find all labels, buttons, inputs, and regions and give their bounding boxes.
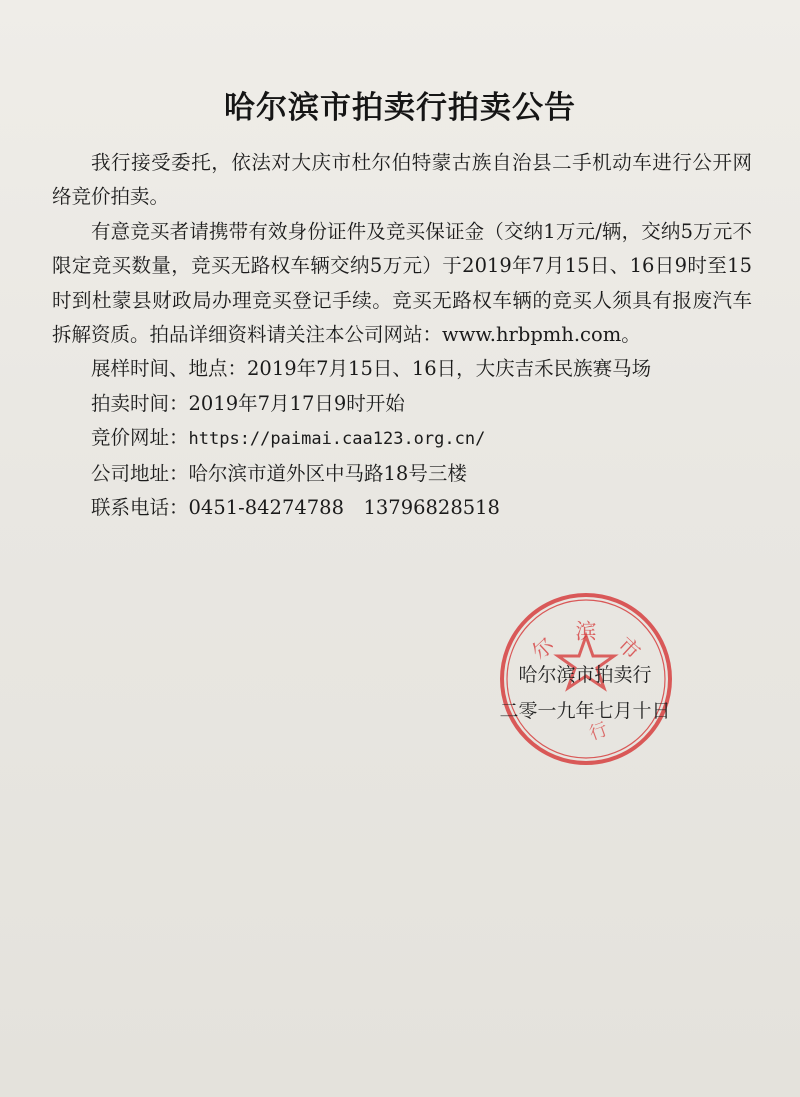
bidding-site-label: 竞价网址： bbox=[91, 426, 189, 450]
paragraph-bidding-requirements: 有意竞买者请携带有效身份证件及竞买保证金（交纳1万元/辆，交纳5万元不限定竞买数量，竞买无路权车辆交纳5万元）于2019年7月15日、16日9时至15时到杜蒙县财政局办理竞买登记手续。竞买无路权车辆的竞买人须具有报废汽车拆解资质。拍品详细资料请关注本公司网站：www.hrbpmh.com。 bbox=[52, 219, 752, 347]
paragraph-commission: 我行接受委托，依法对大庆市杜尔伯特蒙古族自治县二手机动车进行公开网络竞价拍卖。 bbox=[52, 151, 752, 209]
phone-line bbox=[52, 491, 752, 525]
signer-company: 哈尔滨市拍卖行 bbox=[518, 664, 652, 686]
seal-bottom-text: 行 bbox=[586, 718, 611, 745]
exhibition-line: 展样时间、地点：2019年7月15日、16日，大庆吉禾民族赛马场 bbox=[91, 357, 652, 381]
address-line: 公司地址：哈尔滨市道外区中马路18号三楼 bbox=[91, 461, 467, 485]
phone-label: 联系电话： bbox=[91, 496, 189, 520]
document-title: 哈尔滨市拍卖行拍卖公告 bbox=[224, 90, 576, 126]
document-body bbox=[52, 146, 752, 525]
bidding-site-line bbox=[52, 421, 752, 456]
bidding-site-url[interactable]: https://paimai.caa123.org.cn/ bbox=[188, 429, 486, 450]
signature-block bbox=[495, 657, 675, 729]
signer-date: 二零一九年七月十日 bbox=[499, 700, 671, 722]
phone-numbers: 0451-84274788 13796828518 bbox=[188, 496, 500, 520]
auction-time-line: 拍卖时间：2019年7月17日9时开始 bbox=[91, 391, 405, 415]
seal-arc-text: 尔 滨 市 bbox=[527, 619, 645, 665]
